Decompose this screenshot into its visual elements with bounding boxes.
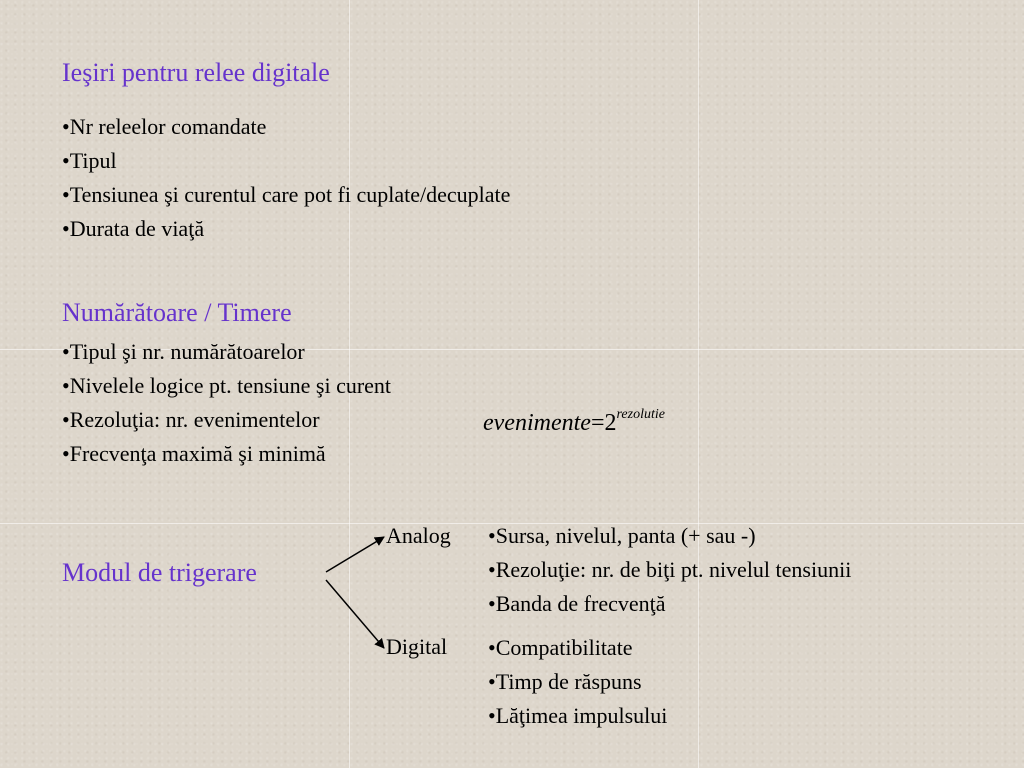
trigger-heading: Modul de trigerare bbox=[62, 558, 257, 587]
list-item: • Rezoluţie: nr. de biţi pt. nivelul tensiunii bbox=[488, 553, 851, 587]
list-item: • Compatibilitate bbox=[488, 631, 667, 665]
arrow-to-digital bbox=[326, 580, 384, 648]
analog-label: Analog bbox=[386, 523, 451, 548]
formula-base: 2 bbox=[604, 410, 617, 436]
formula-lhs: evenimente bbox=[483, 410, 591, 436]
list-item: • Rezoluţia: nr. evenimentelor bbox=[62, 403, 391, 437]
list-item: • Tipul şi nr. numărătoarelor bbox=[62, 335, 391, 369]
formula-equals: = bbox=[590, 410, 605, 436]
counters-heading: Numărătoare / Timere bbox=[62, 298, 292, 327]
list-item: • Nr releelor comandate bbox=[62, 110, 510, 144]
digital-list bbox=[488, 631, 667, 733]
list-item: • Tensiunea şi curentul care pot fi cuplate/decuplate bbox=[62, 178, 510, 212]
list-item: • Sursa, nivelul, panta (+ sau -) bbox=[488, 519, 851, 553]
list-item: • Banda de frecvenţă bbox=[488, 587, 851, 621]
list-item: • Durata de viaţă bbox=[62, 212, 510, 246]
digital-label: Digital bbox=[386, 634, 448, 659]
list-item: • Lăţimea impulsului bbox=[488, 699, 667, 733]
list-item: • Tipul bbox=[62, 144, 510, 178]
list-item: • Nivelele logice pt. tensiune şi curent bbox=[62, 369, 391, 403]
arrow-to-analog bbox=[326, 537, 384, 572]
analog-list bbox=[488, 519, 851, 621]
relays-heading: Ieşiri pentru relee digitale bbox=[62, 58, 330, 87]
formula-exponent: rezolutie bbox=[616, 407, 665, 422]
list-item: • Timp de răspuns bbox=[488, 665, 667, 699]
list-item: • Frecvenţa maximă şi minimă bbox=[62, 437, 391, 471]
